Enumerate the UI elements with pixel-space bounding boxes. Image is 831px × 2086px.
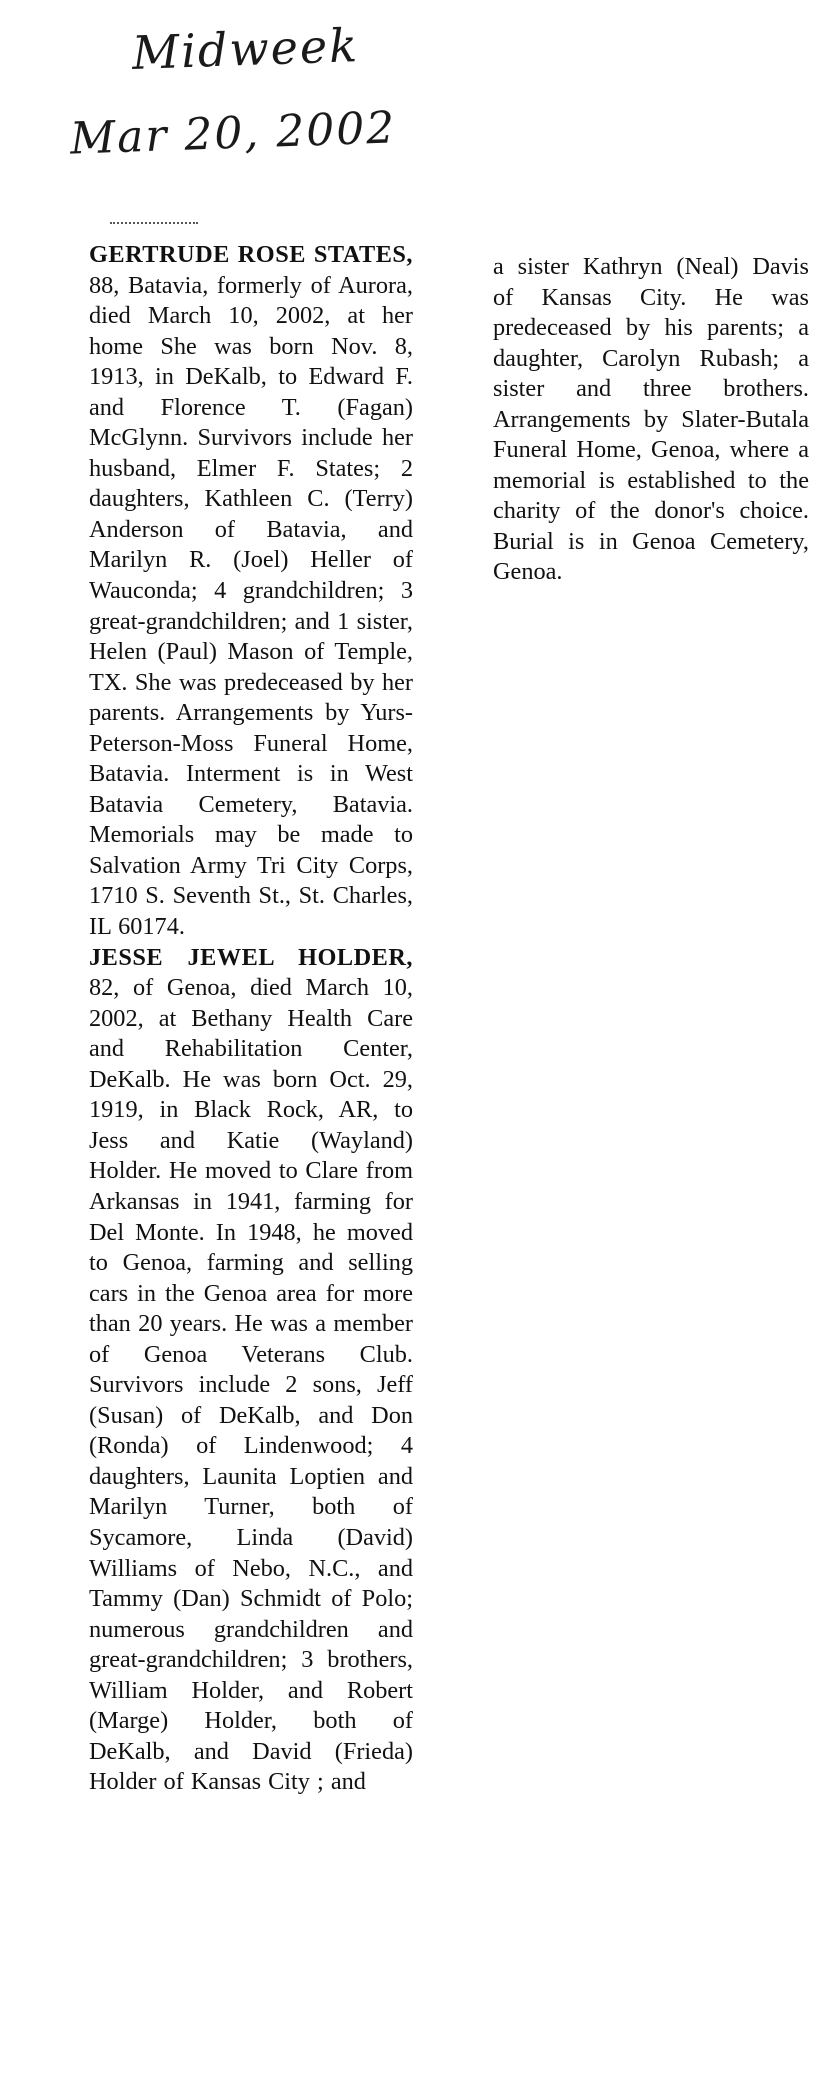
clipping-edge-mark <box>110 222 198 230</box>
handwritten-publication-note: Midweek <box>131 18 360 80</box>
obituary-body: 82, of Genoa, died March 10, 2002, at Bethany Health Care and Rehabilitation Center, DeKalb. He was born Oct. 29, 1919, in Black Rock, AR, to Jess and Katie (Wayland) Holder. He moved to Clare from Arkansas in 1941, farming for Del Monte. In 1948, he moved to Genoa, farming and selling cars in the Genoa area for more than 20 years. He was a member of Genoa Veterans Club. Survivors include 2 sons, Jeff (Susan) of DeKalb, and Don (Ronda) of Lindenwood; 4 daughters, Launita Loptien and Marilyn Turner, both of Sycamore, Linda (David) Williams of Nebo, N.C., and Tammy (Dan) Schmidt of Polo; numerous grandchildren and great-grandchildren; 3 brothers, William Holder, and Robert (Marge) Holder, both of DeKalb, and David (Frieda) Holder of Kansas City ; and <box>89 974 413 1796</box>
obituary-column-left <box>89 240 413 1798</box>
obituary-body: 88, Batavia, formerly of Aurora, died March 10, 2002, at her home She was born Nov. 8, 1913, in DeKalb, to Edward F. and Florence T. (Fagan) McGlynn. Survivors include her husband, Elmer F. States; 2 daughters, Kathleen C. (Terry) Anderson of Batavia, and Marilyn R. (Joel) Heller of Wauconda; 4 grandchildren; 3 great-grandchildren; and 1 sister, Helen (Paul) Mason of Temple, TX. She was predeceased by her parents. Arrangements by Yurs-Peterson-Moss Funeral Home, Batavia. Interment is in West Batavia Cemetery, Batavia. Memorials may be made to Salvation Army Tri City Corps, 1710 S. Seventh St., St. Charles, IL 60174. <box>89 271 413 941</box>
obituary-name: JESSE JEWEL HOLDER, <box>89 943 413 971</box>
obituary-name: GERTRUDE ROSE STATES, <box>89 241 413 268</box>
obituary-column-right <box>493 252 809 588</box>
obituary-holder <box>89 943 413 1798</box>
handwritten-date-note: Mar 20, 2002 <box>69 102 398 165</box>
obituary-holder-continued: a sister Kathryn (Neal) Davis of Kansas City. He was predeceased by his parents; a daughter, Carolyn Rubash; a sister and three brothers. Arrangements by Slater-Butala Funeral Home, Genoa, where a memorial is established to the charity of the donor's choice. Burial is in Genoa Cemetery, Genoa. <box>493 253 809 586</box>
obituary-states <box>89 240 413 943</box>
